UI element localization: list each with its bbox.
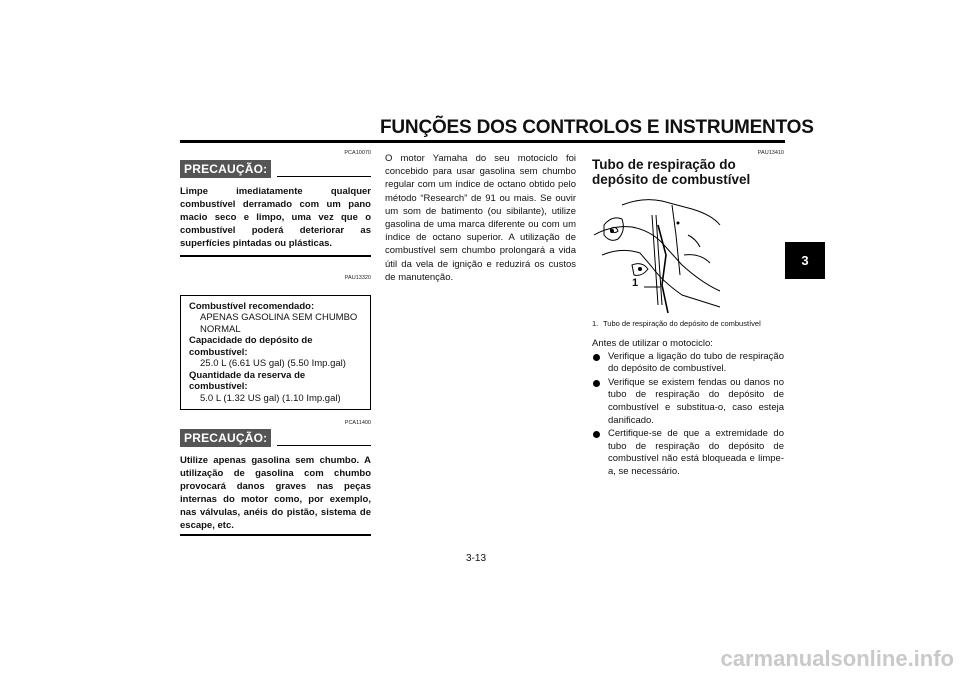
reserve-amount-label: Quantidade da reserva de combustível: — [189, 369, 306, 392]
list-item — [592, 377, 784, 427]
list-item-text: Verifique a ligação do tubo de respiração do depósito de combustível. — [608, 350, 784, 375]
bullet-icon — [593, 431, 600, 438]
recommended-fuel-value: APENAS GASOLINA SEM CHUMBO NORMAL — [200, 312, 358, 335]
caution-end-rule — [180, 534, 371, 536]
caution-code: PCA10070 — [344, 150, 371, 156]
section-title: Tubo de respiração do depósito de combustível — [592, 157, 751, 187]
breather-hose-figure — [592, 195, 722, 317]
fuel-spec-box — [180, 295, 371, 411]
caution-text: Limpe imediatamente qualquer combustível derramado com um pano macio seco e limpo, uma vez que o combustível poderá deteriorar as superfícies pintadas ou plásticas. — [180, 186, 371, 249]
tank-capacity-value: 25.0 L (6.61 US gal) (5.50 Imp.gal) — [200, 358, 346, 369]
left-column — [180, 150, 371, 536]
caution-end-rule — [180, 255, 371, 257]
bullet-icon — [593, 380, 600, 387]
caution-text: Utilize apenas gasolina sem chumbo. A utilização de gasolina com chumbo provocará danos graves nas peças internas do motor como, por exemplo, nas válvulas, anéis do pistão, sistema de escape, etc. — [180, 455, 371, 531]
caution-label: PRECAUÇÃO: — [180, 160, 271, 178]
right-column — [592, 150, 784, 480]
page-number: 3-13 — [466, 553, 487, 564]
list-item — [592, 351, 784, 376]
caption-number: 1. — [592, 319, 599, 328]
caution-heading — [180, 160, 371, 178]
figure-caption — [592, 319, 784, 329]
header-rule — [180, 140, 785, 143]
caption-text: Tubo de respiração do depósito de combustível — [603, 319, 761, 328]
list-item-text: Certifique-se de que a extremidade do tubo de respiração do depósito de combustível não está bloqueada e limpe-a, se necessário. — [608, 428, 784, 478]
bullet-icon — [593, 354, 600, 361]
list-item — [592, 428, 784, 478]
spec-code: PAU13320 — [344, 274, 371, 281]
caution-code: PCA11400 — [344, 420, 371, 426]
figure-callout-1: 1 — [632, 277, 639, 289]
list-item-text: Verifique se existem fendas ou danos no tubo de respiração do depósito de combustível e substitua-o, caso esteja danificado. — [608, 376, 784, 426]
reserve-amount-value: 5.0 L (1.32 US gal) (1.10 Imp.gal) — [200, 392, 341, 404]
recommended-fuel-label: Combustível recomendado: — [189, 300, 315, 312]
chapter-tab[interactable]: 3 — [785, 242, 825, 279]
caution-label: PRECAUÇÃO: — [180, 429, 271, 447]
checks-list — [592, 351, 784, 479]
caution-heading-rule — [277, 445, 371, 447]
section-code: PAU13410 — [757, 150, 784, 156]
tank-capacity-label: Capacidade do depósito de combustível: — [189, 335, 313, 358]
octane-paragraph: O motor Yamaha do seu motociclo foi concebido para usar gasolina sem chumbo regular com um índice de octano obtido pelo método “Research” de 91 ou mais. Se ouvir um som de batimento (ou sibilante), utilize gasolina de uma marca diferente ou com um índice de octano superior. A utilização de combustível sem chumbo prolongará a vida útil da vela de ignição e reduzirá os custos de manutenção. — [385, 153, 576, 283]
caution-heading-rule — [277, 176, 371, 178]
caution-heading — [180, 429, 371, 447]
watermark: carmanualsonline.info — [720, 646, 954, 671]
page-header-title: FUNÇÕES DOS CONTROLOS E INSTRUMENTOS — [380, 117, 814, 138]
breather-hose-illustration — [592, 195, 722, 317]
checks-intro: Antes de utilizar o motociclo: — [592, 337, 713, 349]
